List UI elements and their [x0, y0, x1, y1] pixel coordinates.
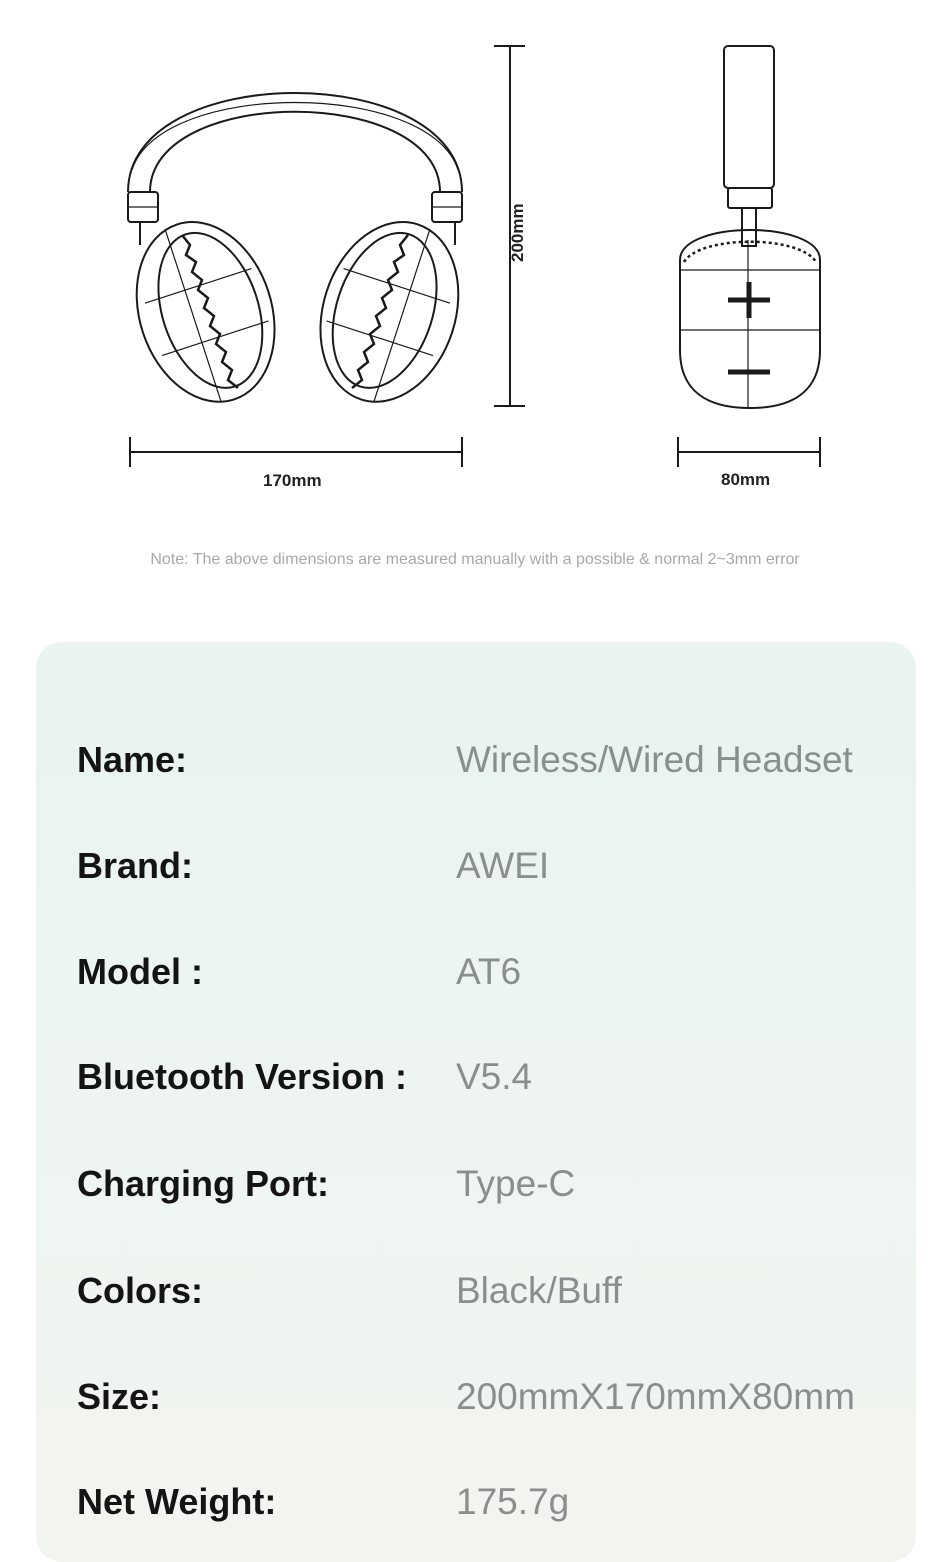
side-view-illustration	[680, 46, 820, 408]
spec-row-net-weight	[36, 1472, 916, 1532]
spec-row-brand	[36, 836, 916, 896]
spec-value: Wireless/Wired Headset	[456, 739, 853, 780]
spec-row-bluetooth	[36, 1047, 916, 1107]
height-dimension-label: 200mm	[508, 203, 527, 262]
spec-key: Bluetooth Version :	[77, 1056, 408, 1097]
spec-row-size	[36, 1367, 916, 1427]
spec-row-charging-port	[36, 1154, 916, 1214]
spec-value: Black/Buff	[456, 1270, 622, 1311]
spec-key: Brand:	[77, 845, 193, 886]
spec-key: Model :	[77, 951, 203, 992]
spec-value: AWEI	[456, 845, 550, 886]
spec-row-colors	[36, 1261, 916, 1321]
depth-dimension-line	[678, 437, 820, 467]
depth-dimension-label: 80mm	[721, 470, 771, 489]
spec-key: Name:	[77, 739, 188, 780]
spec-value: 175.7g	[456, 1481, 570, 1522]
headphone-dimension-diagram	[0, 0, 950, 520]
spec-value: 200mmX170mmX80mm	[456, 1376, 855, 1417]
spec-value: AT6	[456, 951, 522, 992]
spec-value: Type-C	[456, 1163, 576, 1204]
dimension-note: Note: The above dimensions are measured manually with a possible & normal 2~3mm error	[150, 551, 800, 568]
spec-panel	[36, 642, 916, 1562]
spec-key: Colors:	[77, 1270, 203, 1311]
spec-row-name	[36, 730, 916, 790]
spec-key: Charging Port:	[77, 1163, 329, 1204]
spec-key: Net Weight:	[77, 1481, 277, 1522]
spec-value: V5.4	[456, 1056, 533, 1097]
width-dimension-label: 170mm	[263, 471, 322, 490]
front-view-illustration	[114, 93, 480, 420]
spec-key: Size:	[77, 1376, 162, 1417]
width-dimension-line	[130, 437, 462, 467]
spec-row-model	[36, 942, 916, 1002]
